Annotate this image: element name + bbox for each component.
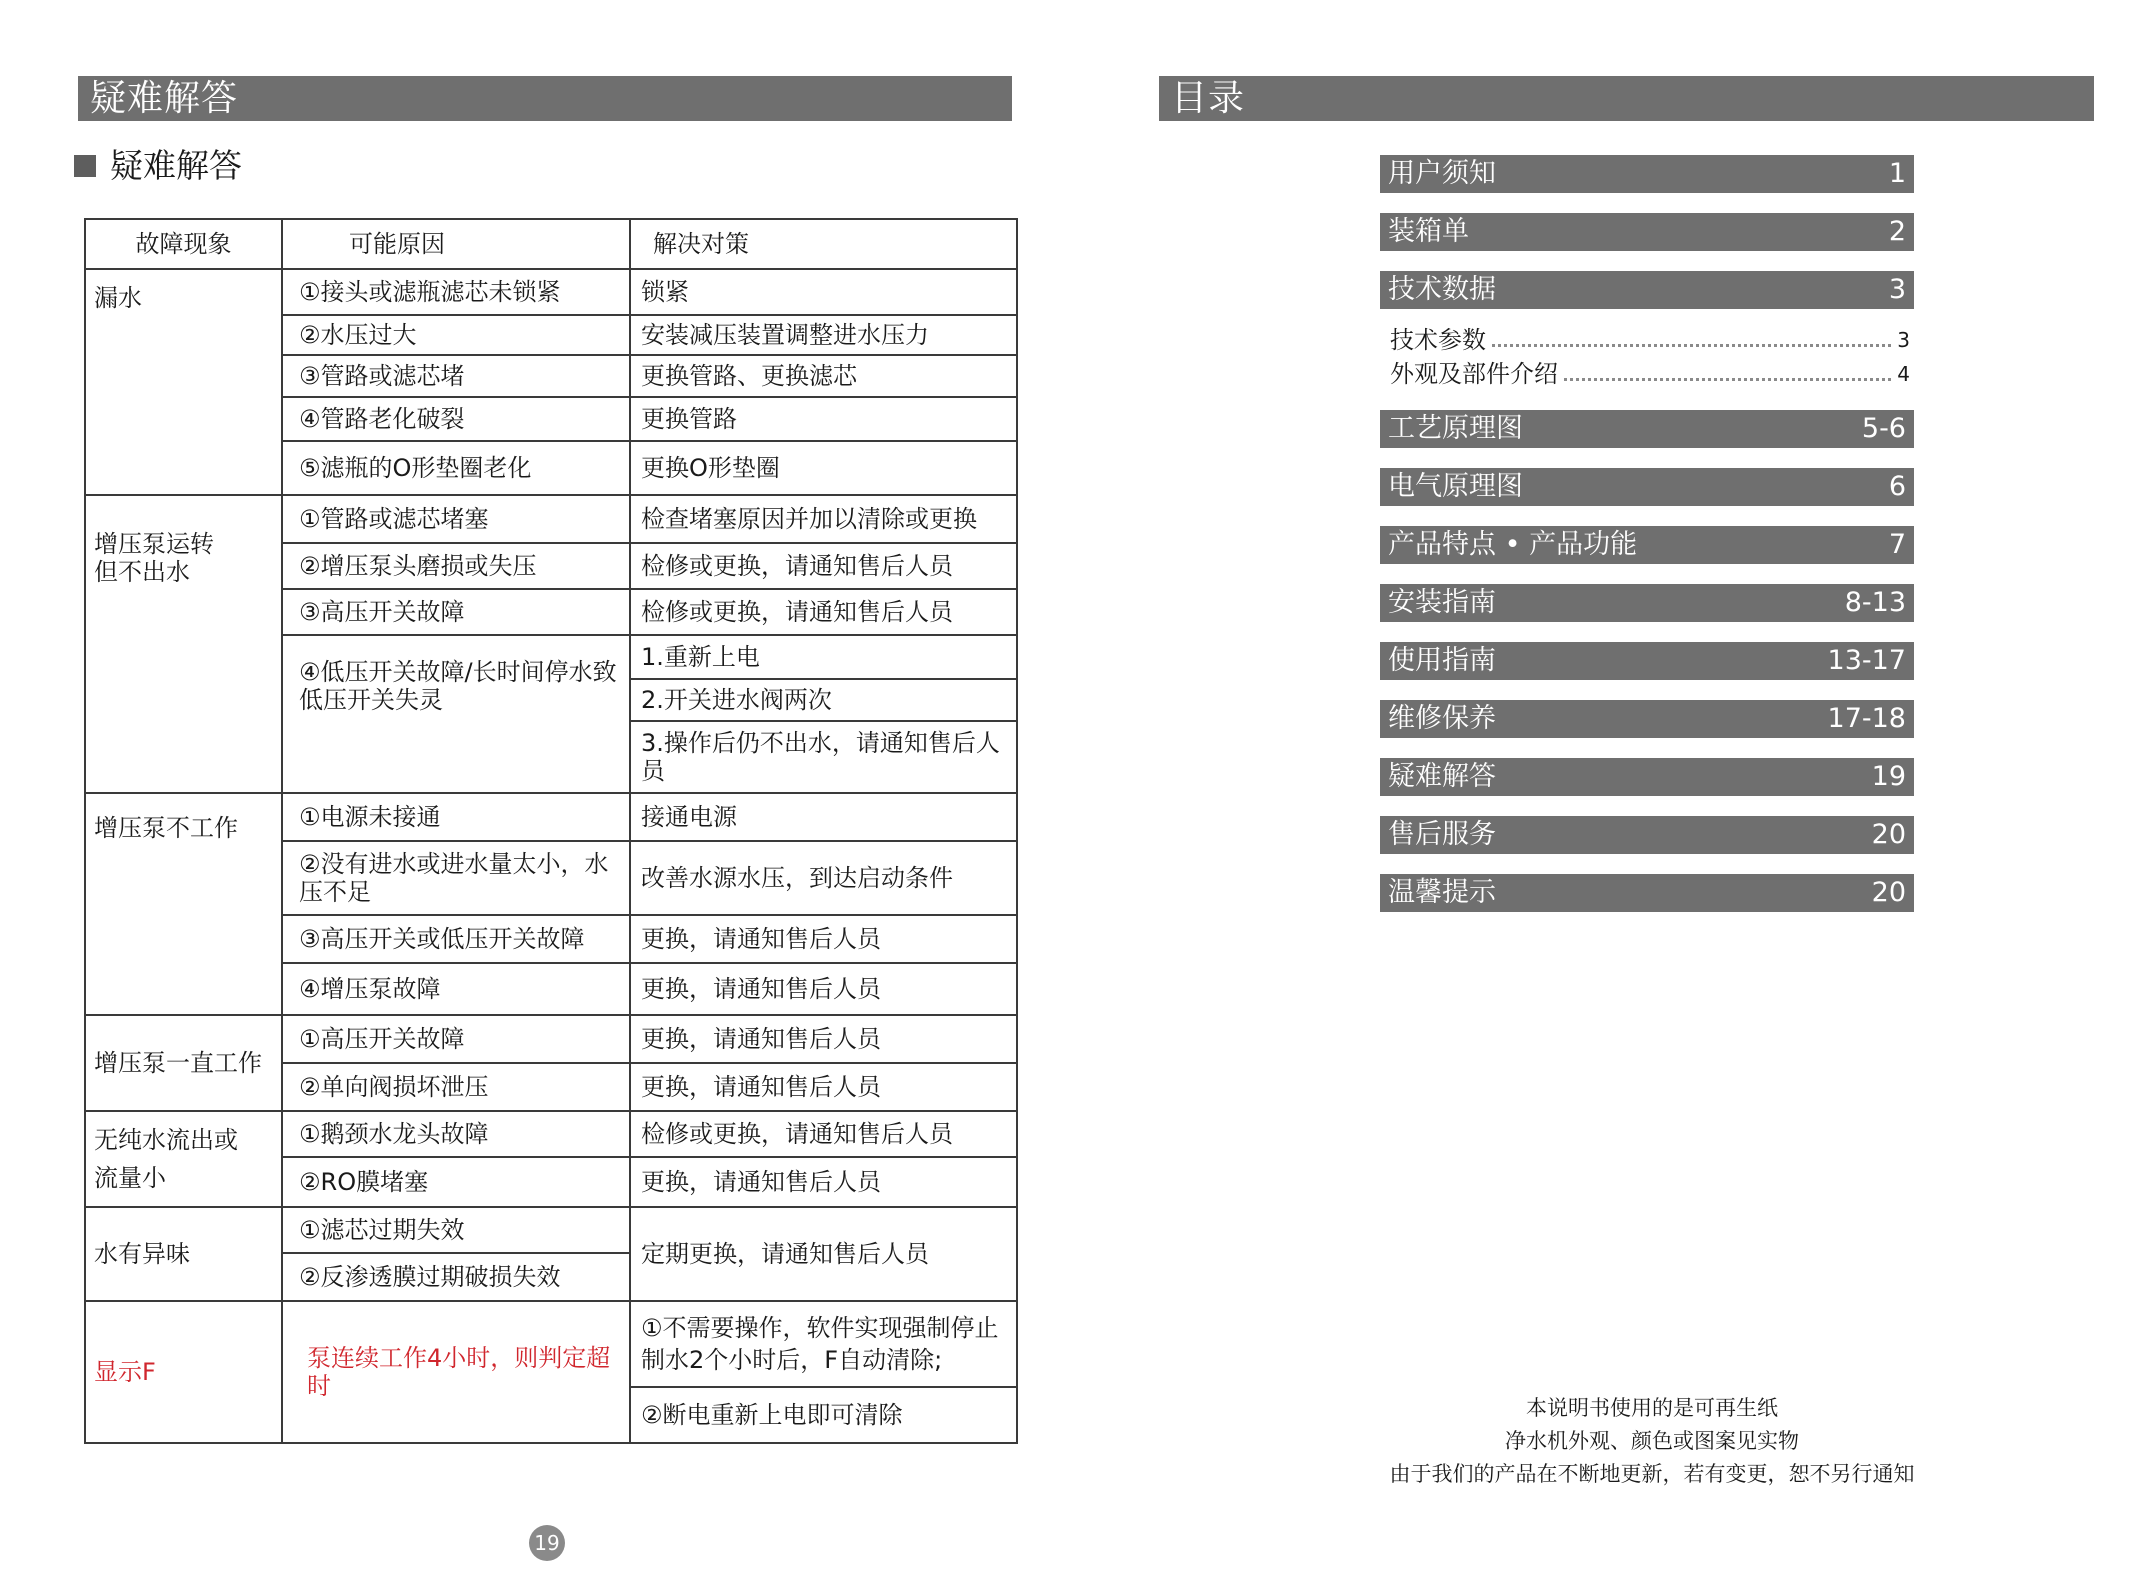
toc-entry-page: 17-18	[1827, 703, 1906, 734]
fix-cell: 更换O形垫圈	[630, 441, 1017, 495]
toc-subentry-title: 技术参数	[1390, 326, 1486, 354]
toc-subentry[interactable]	[1390, 358, 1910, 390]
page-header: 目录	[1159, 76, 2094, 121]
cause-cell: ⑤滤瓶的O形垫圈老化	[282, 441, 630, 495]
table-row	[85, 793, 1017, 841]
dot-leader	[1564, 378, 1891, 381]
cause-cell: ①接头或滤瓶滤芯未锁紧	[282, 269, 630, 315]
cause-cell: ①高压开关故障	[282, 1015, 630, 1063]
dot-leader	[1492, 344, 1891, 347]
cause-cell: ①鹅颈水龙头故障	[282, 1111, 630, 1157]
fix-cell: 更换管路	[630, 397, 1017, 441]
fix-cell: 检修或更换，请通知售后人员	[630, 543, 1017, 589]
cause-cell: ④增压泵故障	[282, 963, 630, 1015]
toc-entry[interactable]	[1380, 468, 1914, 506]
toc-entry[interactable]	[1380, 584, 1914, 622]
fix-cell: 检查堵塞原因并加以清除或更换	[630, 495, 1017, 543]
fix-cell: 1.重新上电	[630, 635, 1017, 679]
fix-cell: 锁紧	[630, 269, 1017, 315]
table-row	[85, 1111, 1017, 1157]
cause-cell: 泵连续工作4小时，则判定超时	[282, 1301, 630, 1443]
table-row	[85, 1301, 1017, 1387]
toc-entry[interactable]	[1380, 874, 1914, 912]
cause-cell: ①电源未接通	[282, 793, 630, 841]
fix-cell: ②断电重新上电即可清除	[630, 1387, 1017, 1443]
cause-cell: ③管路或滤芯堵	[282, 355, 630, 397]
cause-cell: ③高压开关或低压开关故障	[282, 915, 630, 963]
symptom-cell: 显示F	[85, 1301, 282, 1443]
cause-cell: ②水压过大	[282, 315, 630, 355]
square-bullet-icon	[74, 155, 96, 177]
fix-cell: 更换，请通知售后人员	[630, 915, 1017, 963]
toc-entry-page: 6	[1888, 471, 1906, 502]
fix-cell: 更换，请通知售后人员	[630, 1063, 1017, 1111]
toc-entry-page: 19	[1871, 761, 1906, 792]
symptom-cell: 水有异味	[85, 1207, 282, 1301]
toc-entry[interactable]	[1380, 642, 1914, 680]
fix-cell: 检修或更换，请通知售后人员	[630, 1111, 1017, 1157]
toc-entry-title: 产品特点 • 产品功能	[1388, 529, 1638, 560]
toc-entry-page: 7	[1888, 529, 1906, 560]
cause-cell: ②单向阀损坏泄压	[282, 1063, 630, 1111]
fix-cell: 更换，请通知售后人员	[630, 1157, 1017, 1207]
toc-entry-title: 技术数据	[1388, 274, 1496, 305]
toc-entry-title: 用户须知	[1388, 158, 1496, 189]
toc-entry-page: 5-6	[1861, 413, 1906, 444]
cause-cell: ②反渗透膜过期破损失效	[282, 1253, 630, 1301]
table-row	[85, 269, 1017, 315]
toc-entry-page: 3	[1888, 274, 1906, 305]
cause-cell: ②没有进水或进水量太小，水压不足	[282, 841, 630, 915]
toc-entry[interactable]	[1380, 700, 1914, 738]
toc-entry-title: 装箱单	[1388, 216, 1469, 247]
cause-cell: ④管路老化破裂	[282, 397, 630, 441]
toc-entry-page: 13-17	[1827, 645, 1906, 676]
symptom-cell: 漏水	[85, 269, 282, 495]
symptom-cell: 增压泵运转 但不出水	[85, 495, 282, 793]
column-header-fix: 解决对策	[630, 219, 1017, 269]
page-header: 疑难解答	[78, 76, 1012, 121]
toc-entry-title: 疑难解答	[1388, 761, 1496, 792]
fix-cell: 更换管路、更换滤芯	[630, 355, 1017, 397]
symptom-cell: 增压泵一直工作	[85, 1015, 282, 1111]
page-number-badge: 19	[529, 1525, 565, 1561]
section-title	[74, 146, 242, 186]
cause-cell: ④低压开关故障/长时间停水致低压开关失灵	[282, 635, 630, 793]
toc-entry[interactable]	[1380, 213, 1914, 251]
cause-cell: ①管路或滤芯堵塞	[282, 495, 630, 543]
footer-line: 本说明书使用的是可再生纸	[1526, 1396, 1778, 1420]
toc-entry-title: 温馨提示	[1388, 877, 1496, 908]
table-row	[85, 1207, 1017, 1253]
fix-cell: 更换，请通知售后人员	[630, 1015, 1017, 1063]
toc-entry-title: 售后服务	[1388, 819, 1496, 850]
symptom-cell: 无纯水流出或 流量小	[85, 1111, 282, 1207]
fix-cell: 接通电源	[630, 793, 1017, 841]
toc-entry-title: 使用指南	[1388, 645, 1496, 676]
toc-entry-title: 电气原理图	[1388, 471, 1523, 502]
toc-subentry-title: 外观及部件介绍	[1390, 360, 1558, 388]
section-title-text: 疑难解答	[110, 146, 242, 185]
table-header-row	[85, 219, 1017, 269]
toc-entry-title: 维修保养	[1388, 703, 1496, 734]
fix-cell: 2.开关进水阀两次	[630, 679, 1017, 721]
toc-entry-page: 1	[1888, 158, 1906, 189]
toc-entry-title: 安装指南	[1388, 587, 1496, 618]
toc-entry[interactable]	[1380, 155, 1914, 193]
fix-cell: 更换，请通知售后人员	[630, 963, 1017, 1015]
table-row	[85, 1015, 1017, 1063]
footer-note	[1327, 1392, 1977, 1491]
toc-entry-title: 工艺原理图	[1388, 413, 1523, 444]
fix-cell: 检修或更换，请通知售后人员	[630, 589, 1017, 635]
toc-subentry-page: 4	[1897, 362, 1910, 386]
toc-entry[interactable]	[1380, 410, 1914, 448]
toc-entry-page: 2	[1888, 216, 1906, 247]
fix-cell: 定期更换，请通知售后人员	[630, 1207, 1017, 1301]
column-header-symptom: 故障现象	[85, 219, 282, 269]
table-row	[85, 495, 1017, 543]
toc-entry-page: 20	[1871, 877, 1906, 908]
toc-subentry[interactable]	[1390, 324, 1910, 356]
toc-subentry-page: 3	[1897, 328, 1910, 352]
toc-entry[interactable]	[1380, 758, 1914, 796]
cause-cell: ①滤芯过期失效	[282, 1207, 630, 1253]
fix-cell: ①不需要操作，软件实现强制停止制水2个小时后，F自动清除;	[630, 1301, 1017, 1387]
toc-entry[interactable]	[1380, 526, 1914, 564]
troubleshooting-table	[84, 218, 1018, 1444]
fix-cell: 3.操作后仍不出水，请通知售后人员	[630, 721, 1017, 793]
toc-entry[interactable]	[1380, 816, 1914, 854]
toc-entry-page: 8-13	[1844, 587, 1906, 618]
right-page	[1077, 0, 2154, 1587]
fix-cell: 安装减压装置调整进水压力	[630, 315, 1017, 355]
footer-line: 由于我们的产品在不断地更新，若有变更，恕不另行通知	[1389, 1462, 1915, 1486]
column-header-cause: 可能原因	[282, 219, 630, 269]
toc-entry-page: 20	[1871, 819, 1906, 850]
symptom-cell: 增压泵不工作	[85, 793, 282, 1015]
cause-cell: ②增压泵头磨损或失压	[282, 543, 630, 589]
cause-cell: ③高压开关故障	[282, 589, 630, 635]
footer-line: 净水机外观、颜色或图案见实物	[1505, 1429, 1799, 1453]
toc-entry[interactable]	[1380, 271, 1914, 309]
cause-cell: ②RO膜堵塞	[282, 1157, 630, 1207]
fix-cell: 改善水源水压，到达启动条件	[630, 841, 1017, 915]
